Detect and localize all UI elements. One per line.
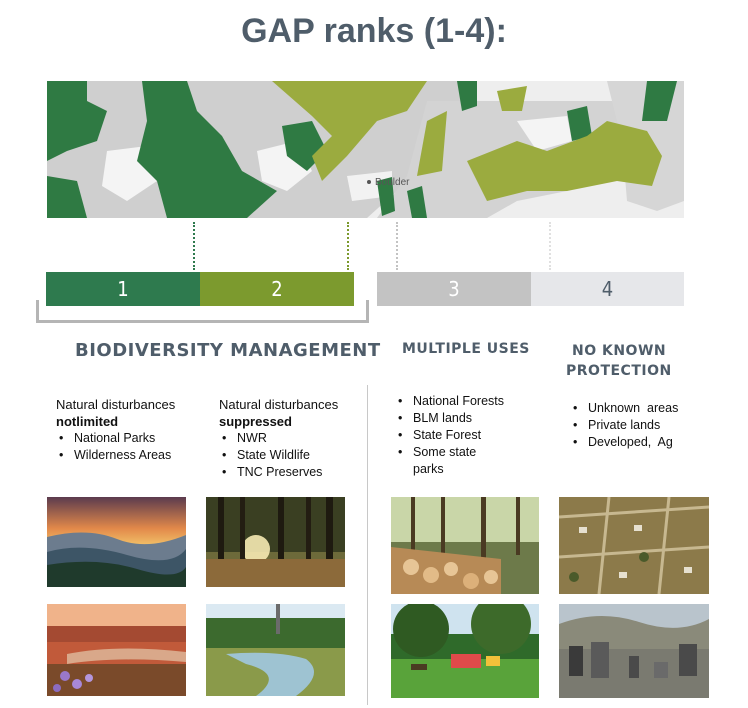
list-item: • TNC Preserves	[219, 464, 369, 481]
list-item: • BLM lands	[395, 410, 505, 427]
rank-3-segment	[377, 272, 531, 306]
list-item: • State Forest	[395, 427, 505, 444]
heading-biodiversity-management: BIODIVERSITY MANAGEMENT	[75, 340, 381, 361]
column-gap3-description	[395, 393, 505, 478]
column-gap1-description	[56, 396, 206, 464]
mountain-sunset-photo	[47, 497, 186, 587]
col1-line1: Natural disturbances	[56, 397, 176, 412]
col4-list	[570, 400, 720, 451]
rank-1-label: 1	[117, 277, 129, 301]
list-item: • Some state parks	[395, 444, 505, 478]
map-city-label: Boulder	[375, 177, 410, 188]
col3-list	[395, 393, 505, 478]
protected-areas-map	[47, 81, 684, 218]
col1-bold-not: not	[56, 414, 77, 429]
col2-bold-suppressed: suppressed	[219, 414, 292, 429]
rank-4-segment	[531, 272, 684, 306]
list-item: • State Wildlife	[219, 447, 369, 464]
list-item: • Developed, Ag	[570, 434, 720, 451]
heading-no-known-protection	[566, 341, 672, 381]
connector-rank1	[193, 222, 195, 270]
heading-multiple-uses: MULTIPLE USES	[402, 341, 530, 357]
biodiversity-bracket	[36, 300, 369, 323]
connector-rank3	[396, 222, 398, 270]
list-item: • National Forests	[395, 393, 505, 410]
col1-list	[56, 430, 206, 464]
page-title: GAP ranks (1-4):	[241, 12, 507, 50]
list-item: • Wilderness Areas	[56, 447, 206, 464]
col1-line2	[56, 413, 206, 430]
list-item: • NWR	[219, 430, 369, 447]
rank-2-label: 2	[271, 277, 283, 301]
connector-rank4	[549, 222, 551, 270]
forest-sunlight-photo	[206, 497, 345, 587]
col1-bold-limited: limited	[76, 414, 119, 429]
list-item: • Unknown areas	[570, 400, 720, 417]
heading-no-known-line2: PROTECTION	[566, 363, 672, 379]
heading-no-known-line1: NO KNOWN	[572, 343, 667, 359]
rank-4-label: 4	[601, 277, 614, 301]
col2-line1: Natural disturbances	[219, 397, 339, 412]
column-gap2-description	[219, 396, 369, 481]
rank-3-label: 3	[448, 277, 460, 301]
desert-river-flowers-photo	[47, 604, 186, 696]
col2-list	[219, 430, 369, 481]
column-gap4-description	[570, 400, 720, 451]
list-item: • National Parks	[56, 430, 206, 447]
list-item: • Private lands	[570, 417, 720, 434]
park-picnic-photo	[391, 604, 539, 698]
col2-line2	[219, 413, 369, 430]
connector-rank2	[347, 222, 349, 270]
logging-pile-photo	[391, 497, 539, 594]
aerial-rural-lots-photo	[559, 497, 709, 594]
city-skyline-photo	[559, 604, 709, 698]
wetland-river-photo	[206, 604, 345, 696]
